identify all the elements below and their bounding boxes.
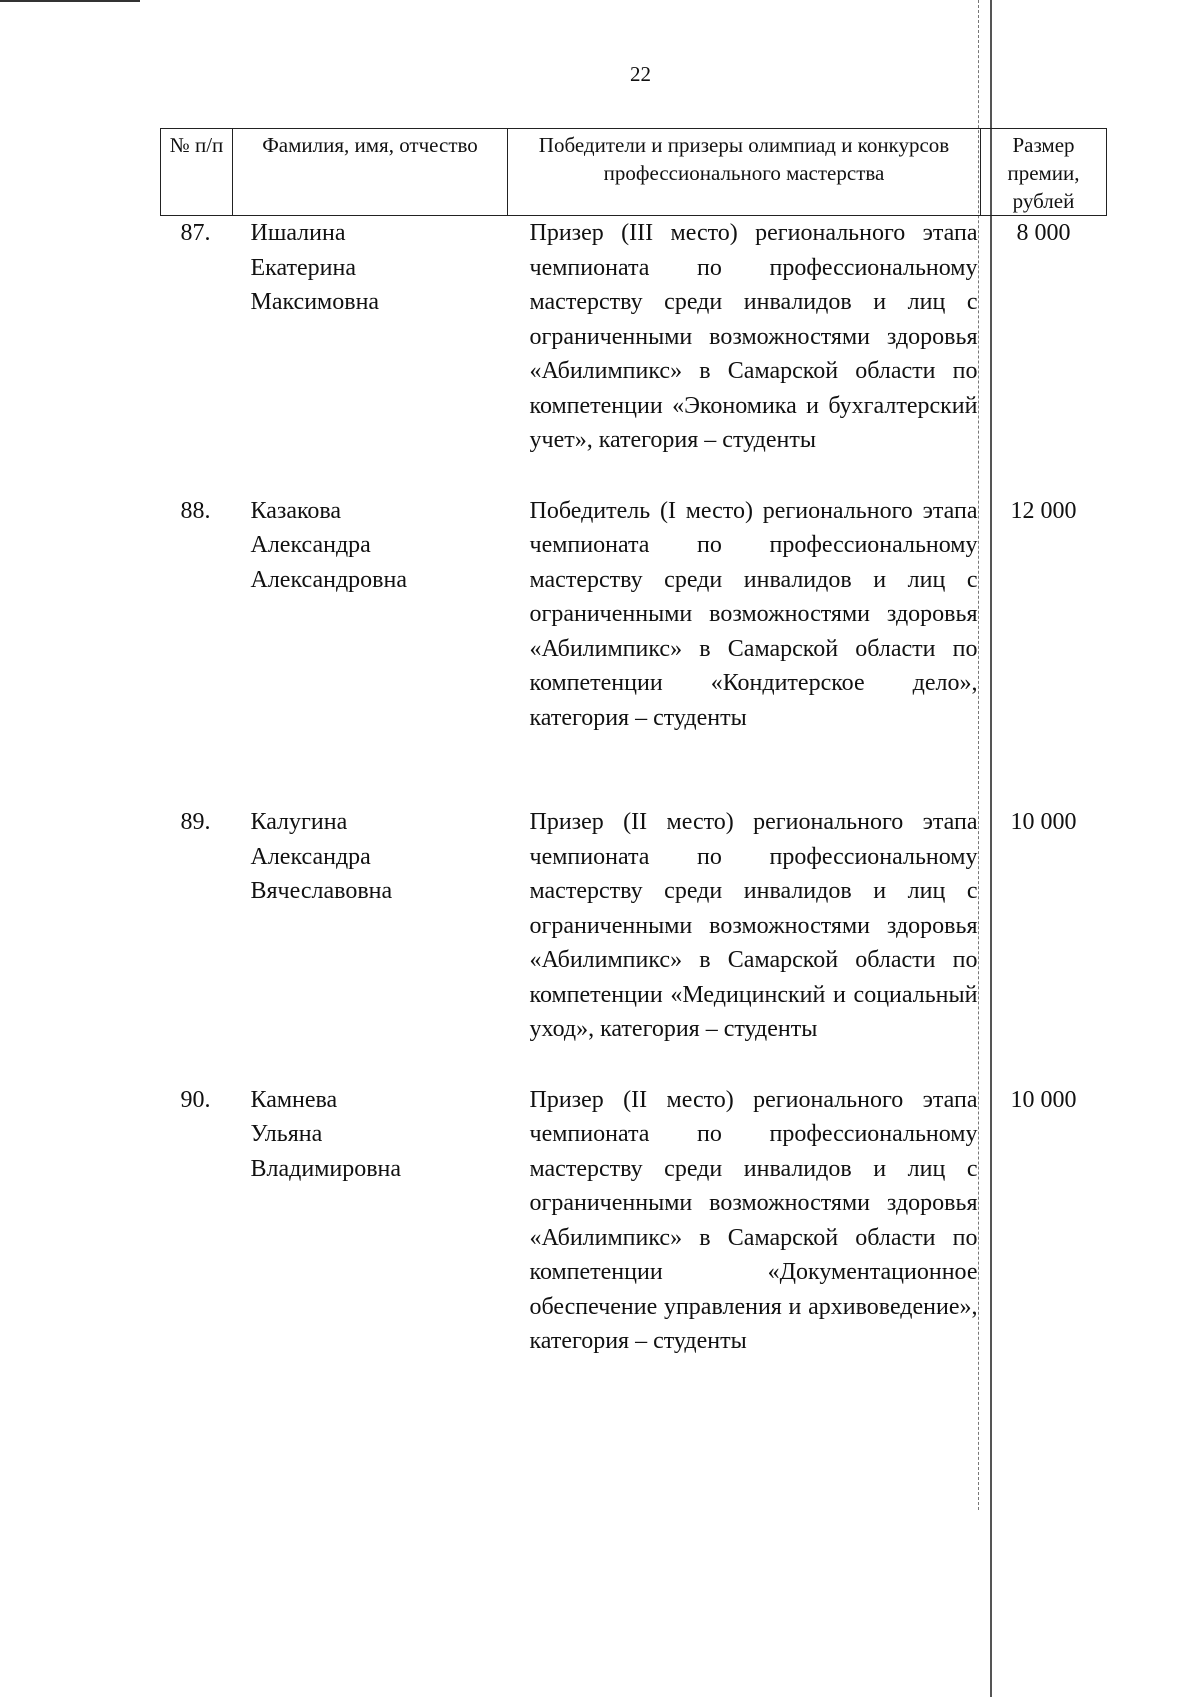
- table-header-row: [161, 129, 1107, 216]
- row-number: 87.: [180, 220, 211, 246]
- header-full-name: Фамилия, имя, отчество: [233, 129, 508, 216]
- row-award-amount: 12 000: [1010, 497, 1077, 524]
- surname: Казакова: [250, 497, 342, 524]
- row-number: 90.: [180, 1086, 211, 1113]
- patronymic: Максимовна: [250, 289, 380, 315]
- row-full-name: [233, 494, 508, 736]
- patronymic: Александровна: [250, 566, 408, 593]
- first-name: Ульяна: [250, 1121, 323, 1147]
- awards-table: [160, 128, 1107, 1359]
- row-achievement: Призер (III место) регионального этапа чемпионата по профессиональному мастерству среди инвалидов и лиц с ограниченными возможностями здоровья «Абилимпикс» в Самарской области по компетенции «Экономика и бухгалтерский учет», категория – студенты: [529, 220, 978, 453]
- header-achievement: Победители и призеры олимпиад и конкурсов профессионального мастерства: [508, 129, 981, 216]
- table-row: [161, 494, 1107, 736]
- row-number: 88.: [180, 497, 211, 524]
- row-achievement: Призер (II место) регионального этапа чемпионата по профессиональному мастерству среди инвалидов и лиц с ограниченными возможностями здоровья «Абилимпикс» в Самарской области по компетенции «Документационное обеспечение управления и архивоведение», категория – студенты: [529, 1086, 978, 1354]
- row-award-amount: 10 000: [1010, 809, 1077, 835]
- row-achievement: Победитель (I место) регионального этапа чемпионата по профессиональному мастерству среди инвалидов и лиц с ограниченными возможностями здоровья «Абилимпикс» в Самарской области по компетенции «Кондитерское дело», категория – студенты: [529, 497, 978, 731]
- patronymic: Владимировна: [250, 1155, 402, 1182]
- row-full-name: [233, 805, 508, 1047]
- row-achievement: Призер (II место) регионального этапа чемпионата по профессиональному мастерству среди инвалидов и лиц с ограниченными возможностями здоровья «Абилимпикс» в Самарской области по компетенции «Медицинский и социальный уход», категория – студенты: [529, 809, 978, 1042]
- surname: Ишалина: [250, 220, 346, 246]
- first-name: Екатерина: [250, 254, 356, 281]
- row-full-name: [233, 1083, 508, 1359]
- table-row: [161, 805, 1107, 1047]
- row-award-amount: 10 000: [1010, 1086, 1077, 1113]
- surname: Калугина: [250, 809, 348, 835]
- row-number: 89.: [180, 809, 211, 835]
- scan-edge-line: [0, 0, 140, 2]
- row-full-name: [233, 216, 508, 458]
- header-award-amount: Размер премии, рублей: [981, 129, 1107, 216]
- table-row: [161, 216, 1107, 458]
- page-number: 22: [630, 62, 651, 86]
- patronymic: Вячеславовна: [250, 878, 393, 904]
- surname: Камнева: [250, 1086, 338, 1113]
- table-row: [161, 1083, 1107, 1359]
- header-number: № п/п: [161, 129, 233, 216]
- row-award-amount: 8 000: [1016, 220, 1071, 246]
- first-name: Александра: [250, 843, 371, 870]
- first-name: Александра: [250, 532, 371, 558]
